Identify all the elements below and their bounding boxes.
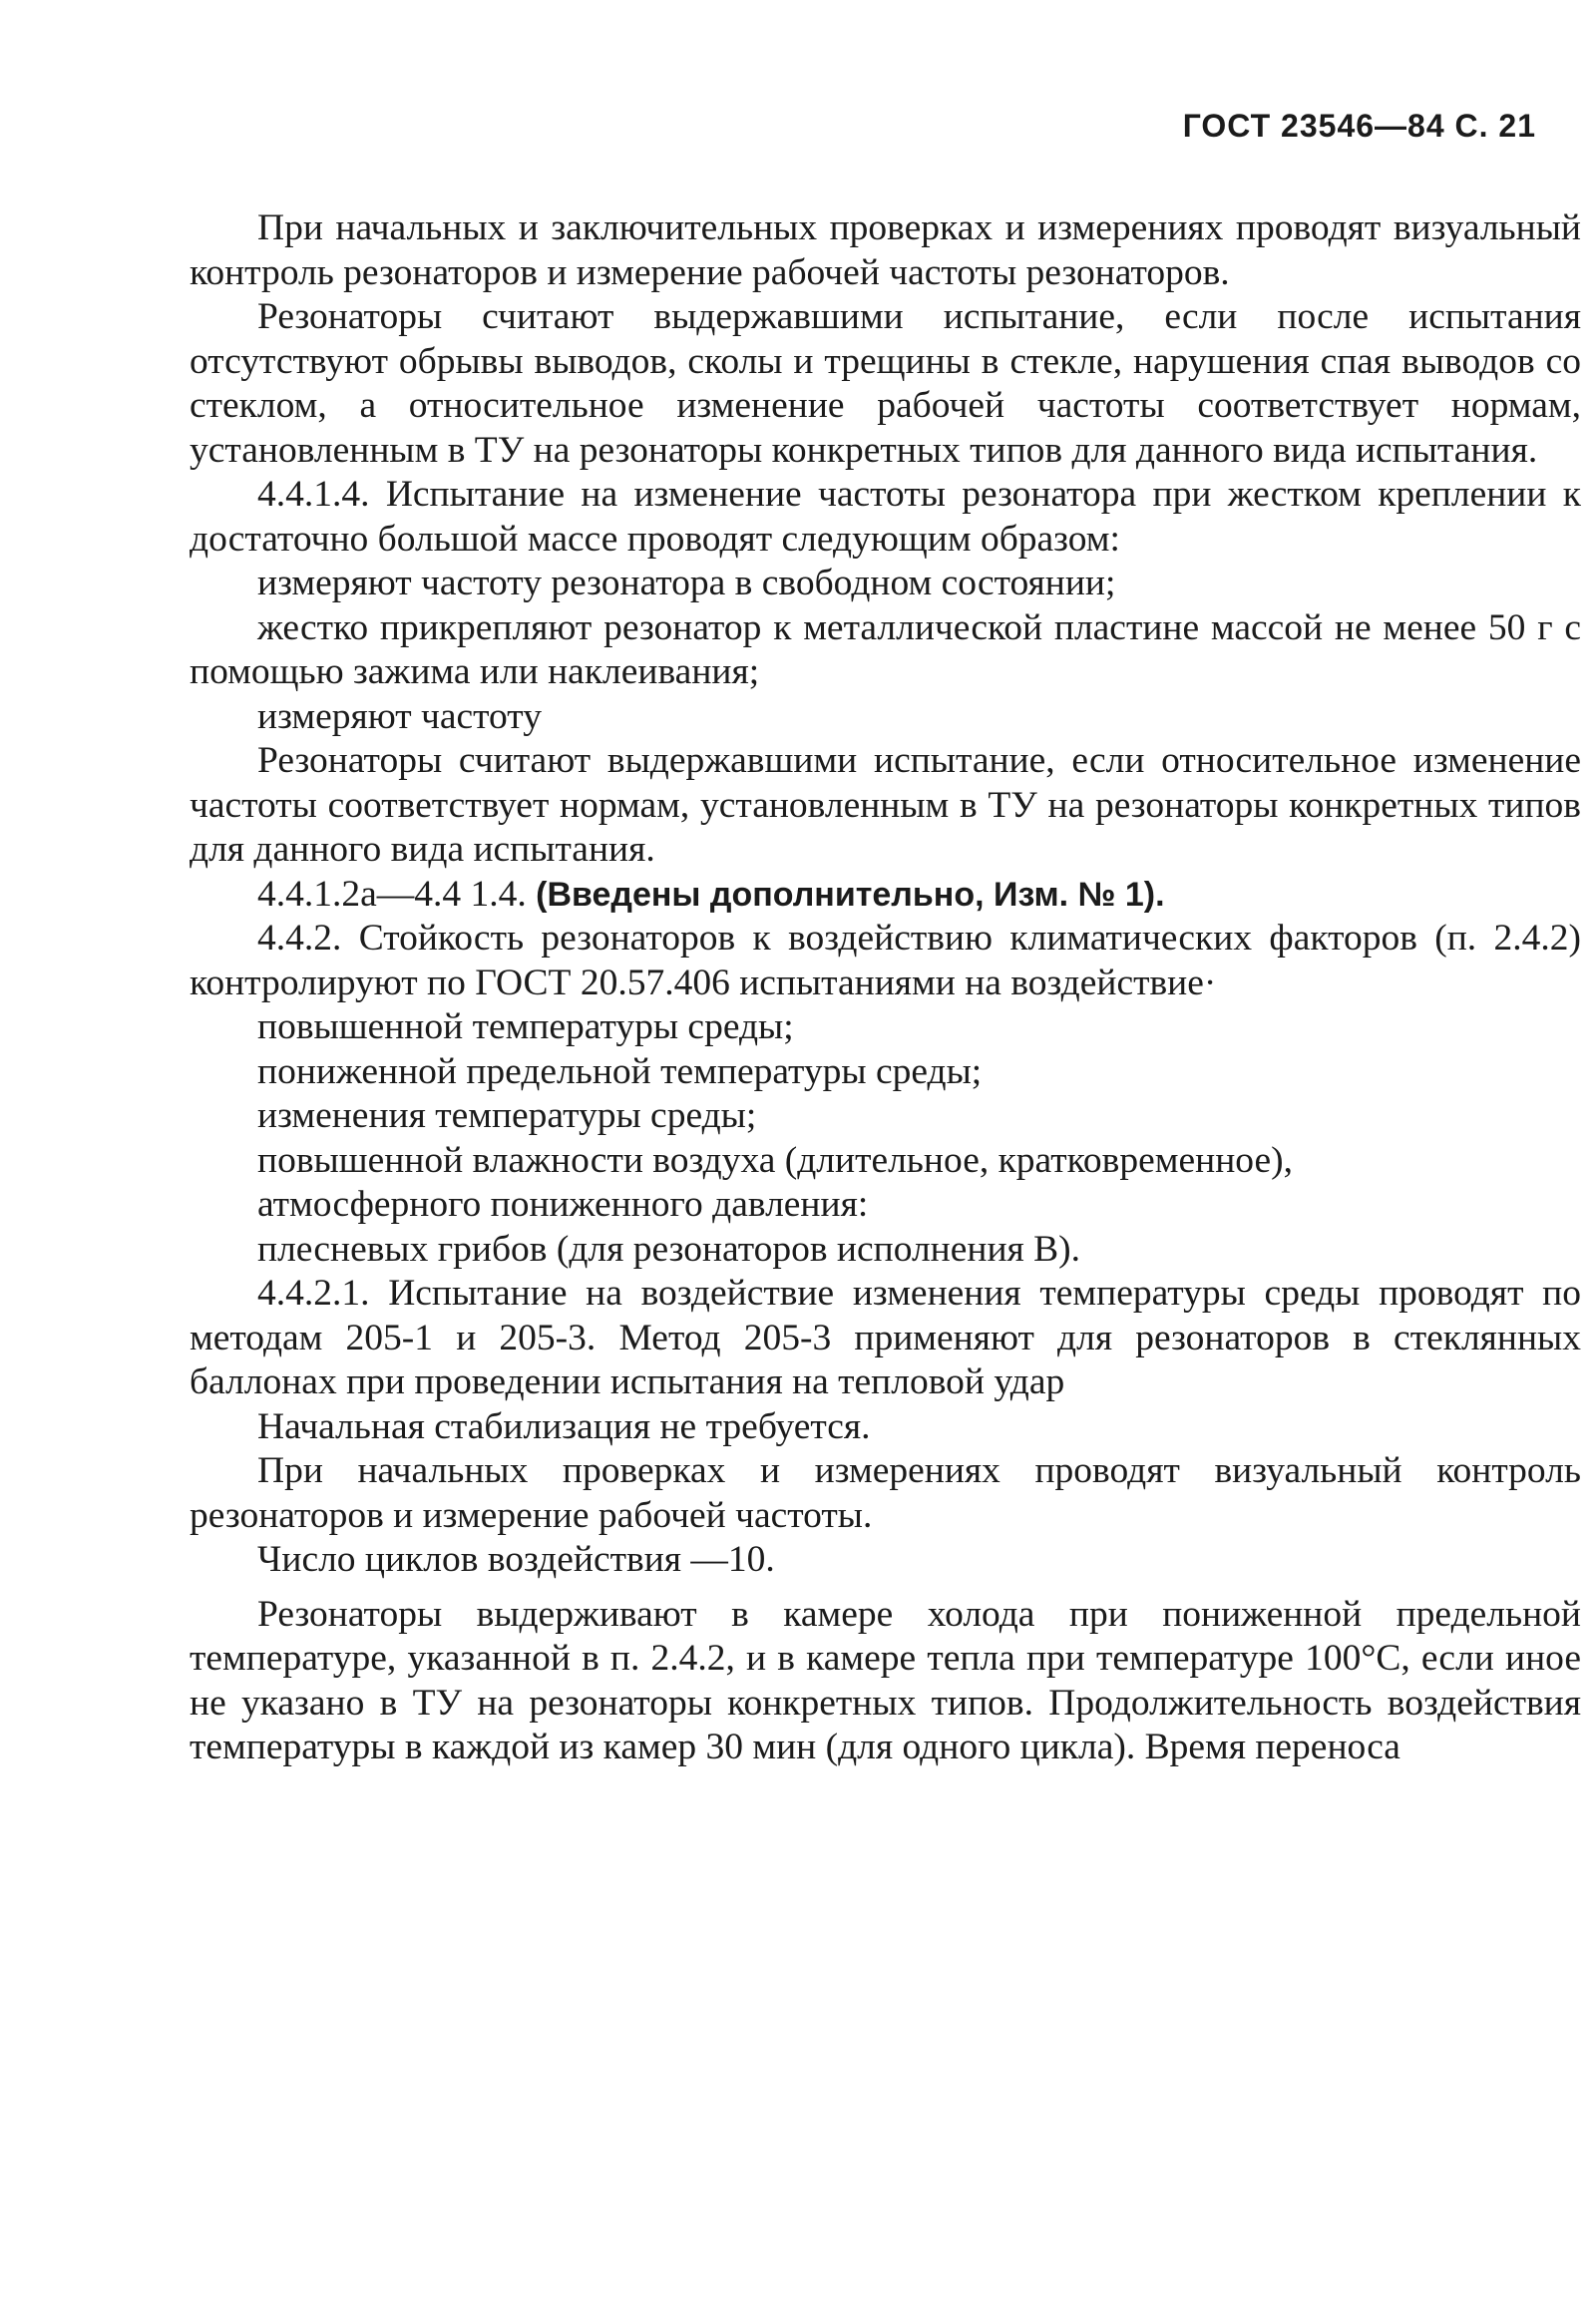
paragraph: Начальная стабилизация не требуется.: [257, 1405, 871, 1447]
paragraph: 4.4.1.4. Испытание на изменение частоты резонатора при жестком креплении к достаточно большой массе проводят следующим образом:: [190, 474, 1581, 560]
paragraph: Резонаторы считают выдержавшими испытание, если после испытания отсутствуют обрывы выводов, сколы и трещины в стекле, нарушения спая выводов со стеклом, а относительное изменение рабочей частоты соответствует нормам, установленным в ТУ на резонаторы конкретных типов для данного вида испытания.: [190, 296, 1581, 471]
list-item: жестко прикрепляют резонатор к металлической пластине массой не менее 50 г с помощью зажима или наклеивания;: [190, 606, 1581, 692]
list-item: повышенной влажности воздуха (длительное, кратковременное),: [257, 1139, 1294, 1181]
amendment-note: [190, 873, 1581, 918]
amendment-ref: 4.4.1.2а—4.4 1.4.: [257, 873, 527, 915]
standard-number: ГОСТ 23546—84: [1182, 108, 1445, 144]
page-header: [1183, 108, 1536, 145]
list-item: атмосферного пониженного давления:: [257, 1184, 869, 1225]
list-item: измеряют частоту: [257, 695, 542, 737]
paragraph: При начальных и заключительных проверках и измерениях проводят визуальный контроль резонаторов и измерение рабочей частоты резонаторов.: [190, 207, 1581, 293]
paragraph: 4.4.2.1. Испытание на воздействие изменения температуры среды проводят по методам 205-1 и 205-3. Метод 205-3 применяют для резонаторов в стеклянных баллонах при проведении испытания на тепловой удар: [190, 1273, 1581, 1402]
page-number: С. 21: [1454, 108, 1536, 144]
paragraph: 4.4.2. Стойкость резонаторов к воздействию климатических факторов (п. 2.4.2) контролируют по ГОСТ 20.57.406 испытаниями на воздействие·: [190, 918, 1581, 1003]
list-item: измеряют частоту резонатора в свободном состоянии;: [257, 563, 1116, 603]
list-item: плесневых грибов (для резонаторов исполнения В).: [257, 1228, 1081, 1270]
list-item: пониженной предельной температуры среды;: [257, 1050, 983, 1092]
list-item: повышенной температуры среды;: [257, 1006, 794, 1047]
body-text: [190, 206, 1581, 1770]
paragraph: Число циклов воздействия —10.: [257, 1539, 775, 1580]
paragraph: Резонаторы выдерживают в камере холода при пониженной предельной температуре, указанной в п. 2.4.2, и в камере тепла при температуре 100°С, если иное не указано в ТУ на резонаторы конкретных типов. Продолжительность воздействия температуры в каждой из камер 30 мин (для одного цикла). Время переноса: [190, 1593, 1581, 1767]
paragraph: При начальных проверках и измерениях проводят визуальный контроль резонаторов и измерение рабочей частоты.: [190, 1450, 1581, 1536]
amendment-text: (Введены дополнительно, Изм. № 1).: [536, 875, 1165, 914]
paragraph: Резонаторы считают выдержавшими испытание, если относительное изменение частоты соответствует нормам, установленным в ТУ на резонаторы конкретных типов для данного вида испытания.: [190, 740, 1581, 870]
list-item: изменения температуры среды;: [257, 1095, 757, 1136]
